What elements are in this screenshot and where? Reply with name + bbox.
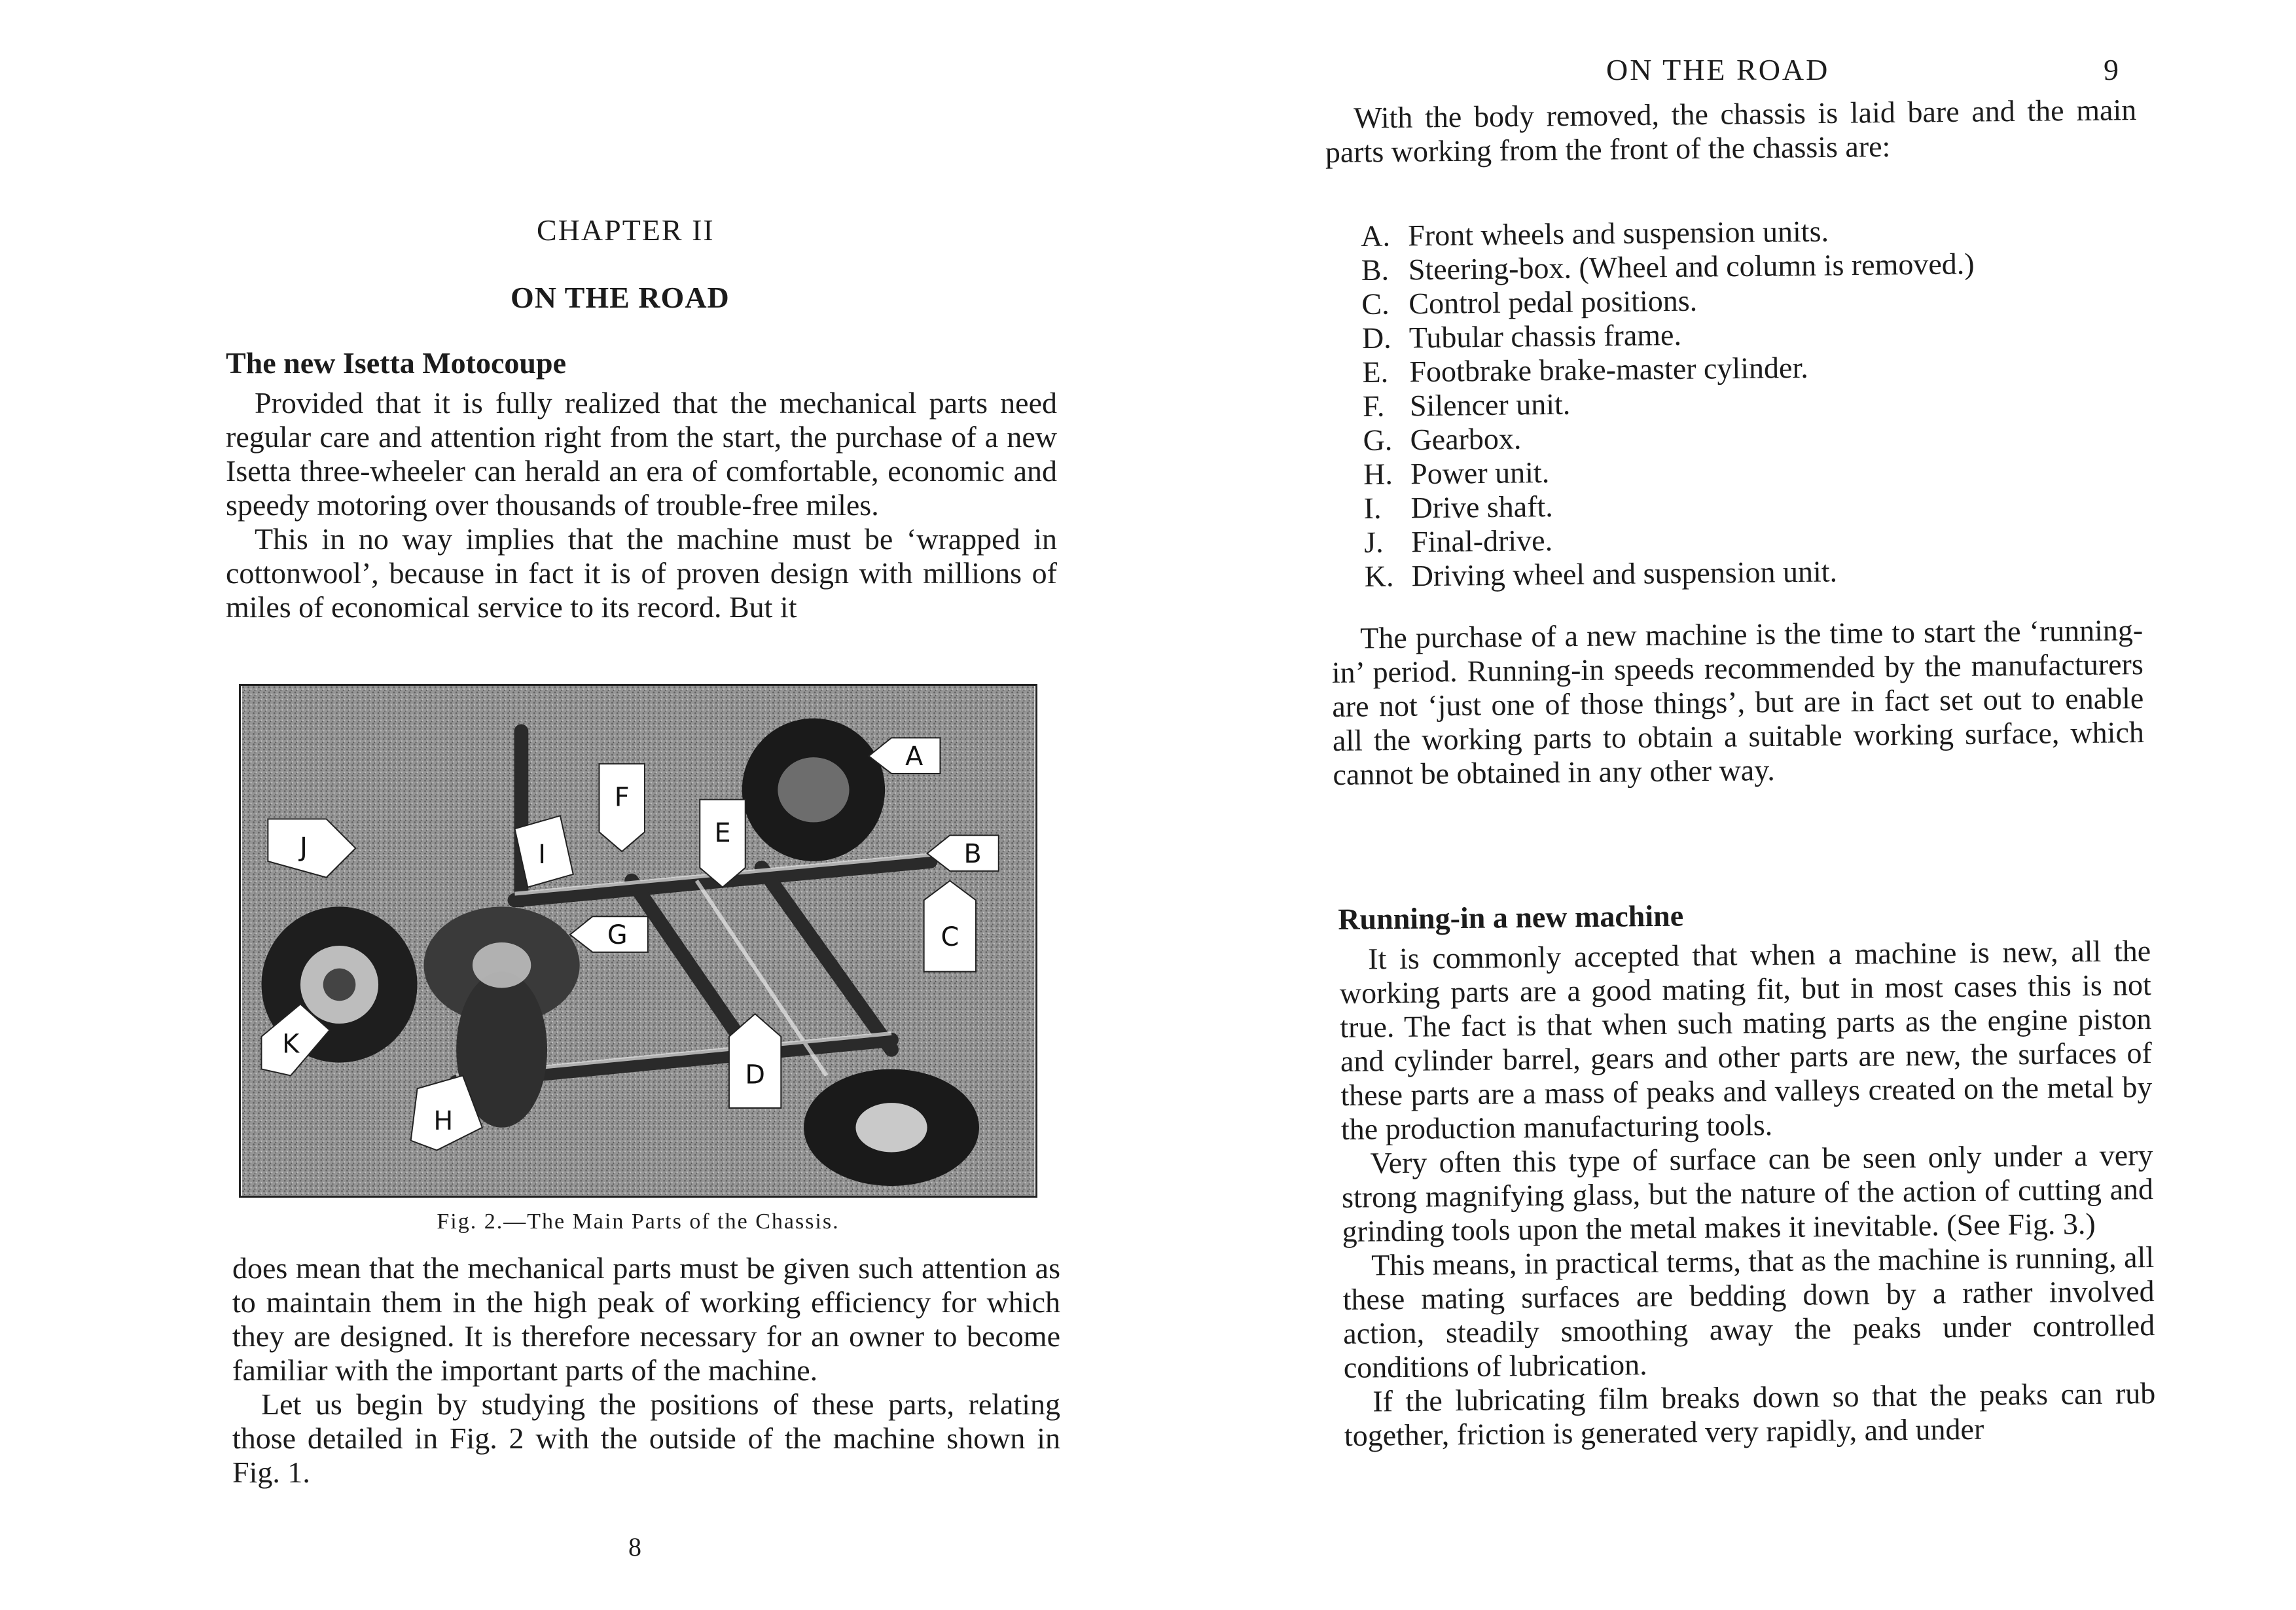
svg-text:G: G — [607, 920, 628, 950]
list-item: F. Silencer unit. — [1362, 387, 1571, 423]
svg-text:B: B — [963, 838, 982, 869]
wheel-front-top — [742, 719, 885, 861]
callout-F — [599, 764, 644, 851]
svg-text:J: J — [300, 832, 308, 863]
paragraph: Provided that it is fully realized that the mechanical parts need regular care and attention right from the start, the purchase of a new Isetta three-wheeler can herald an era of comfortable, economic and speedy motoring over thousands of trouble-free miles. — [226, 386, 1057, 522]
right-page — [1148, 0, 2296, 1610]
svg-text:D: D — [745, 1060, 765, 1090]
list-item: E. Footbrake brake-master cylinder. — [1362, 350, 1808, 389]
page-number: 9 — [2104, 53, 2119, 86]
chassis-photo — [241, 686, 1035, 1196]
callout-E — [700, 800, 745, 887]
paragraph: If the lubricating film breaks down so that the peaks can rub together, friction is generated very rapidly, and under — [1344, 1376, 2156, 1452]
parts-list — [1361, 211, 2150, 594]
body-text-bottom — [232, 1251, 1060, 1490]
section-subheading: Running-in a new machine — [1338, 899, 1684, 936]
paragraph: The purchase of a new machine is the time to start the ‘running-in’ period. Running-in speeds recommended by the manufacturers are not ‘just one of those things’, but are in fact set out to enable all the working parts to obtain a suitable working surface, which cannot be obtained in any other way. — [1331, 613, 2145, 791]
callout-C — [924, 881, 976, 972]
running-in-text — [1339, 934, 2156, 1453]
svg-text:C: C — [941, 921, 960, 952]
list-item: H. Power unit. — [1363, 456, 1550, 491]
wheel-front-bottom — [804, 1069, 979, 1186]
list-item: A. Front wheels and suspension units. — [1361, 214, 1829, 253]
paragraph: This in no way implies that the machine must be ‘wrapped in cottonwool’, because in fact it is of proven design with millions of miles of economical service to its record. But it — [226, 522, 1057, 624]
chapter-heading: CHAPTER II — [537, 213, 715, 247]
section-subheading: The new Isetta Motocoupe — [226, 346, 566, 380]
paragraph: With the body removed, the chassis is laid bare and the main parts working from the front of the chassis are: — [1325, 93, 2137, 169]
svg-text:H: H — [433, 1105, 454, 1136]
paragraph: It is commonly accepted that when a machine is new, all the working parts are a good mating fit, but in most cases this is not true. The fact is that when such mating parts as the engine piston and cylinder barrel, gears and other parts are new, the surfaces of these parts are a mass of peaks and valleys created on the metal by the production manufacturing tools. — [1339, 934, 2153, 1146]
list-item: J. Final-drive. — [1363, 523, 1553, 559]
paragraph: Very often this type of surface can be seen only under a very strong magnifying glass, but the nature of the action of cutting and grinding tools upon the metal makes it inevitable. (See Fig. 3.) — [1341, 1137, 2154, 1248]
list-item: C. Control pedal positions. — [1361, 283, 1698, 321]
svg-text:A: A — [905, 742, 924, 772]
running-head: ON THE ROAD — [1606, 53, 1830, 86]
list-item: D. Tubular chassis frame. — [1361, 317, 1682, 355]
list-item: G. Gearbox. — [1363, 421, 1522, 457]
body-text-top — [226, 386, 1057, 624]
paragraph: This means, in practical terms, that as the machine is running, all these mating surfaces are bedding down by a rather involved action, steadily smoothing away the peaks under controlled conditions of lubrication. — [1342, 1240, 2155, 1384]
running-in-period-text — [1331, 613, 2145, 792]
list-item: B. Steering-box. (Wheel and column is removed.) — [1361, 247, 1975, 287]
chassis-photo-figure — [239, 684, 1037, 1198]
chapter-title: ON THE ROAD — [511, 281, 730, 314]
paragraph: does mean that the mechanical parts must be given such attention as to maintain them in the high peak of working efficiency for which they are designed. It is therefore necessary for an owner to become familiar with the important parts of the machine. — [232, 1251, 1060, 1387]
figure-caption: Fig. 2.—The Main Parts of the Chassis. — [437, 1209, 840, 1234]
intro-text — [1325, 93, 2137, 170]
svg-text:K: K — [282, 1029, 300, 1060]
svg-text:E: E — [714, 818, 731, 849]
svg-text:F: F — [614, 782, 630, 813]
svg-text:I: I — [538, 839, 546, 870]
page-number: 8 — [628, 1532, 641, 1562]
paragraph: Let us begin by studying the positions of these parts, relating those detailed in Fig. 2 with the outside of the machine shown in Fig. 1. — [232, 1387, 1060, 1489]
list-item: I. Drive shaft. — [1363, 489, 1554, 525]
list-item: K. Driving wheel and suspension unit. — [1364, 554, 1838, 593]
